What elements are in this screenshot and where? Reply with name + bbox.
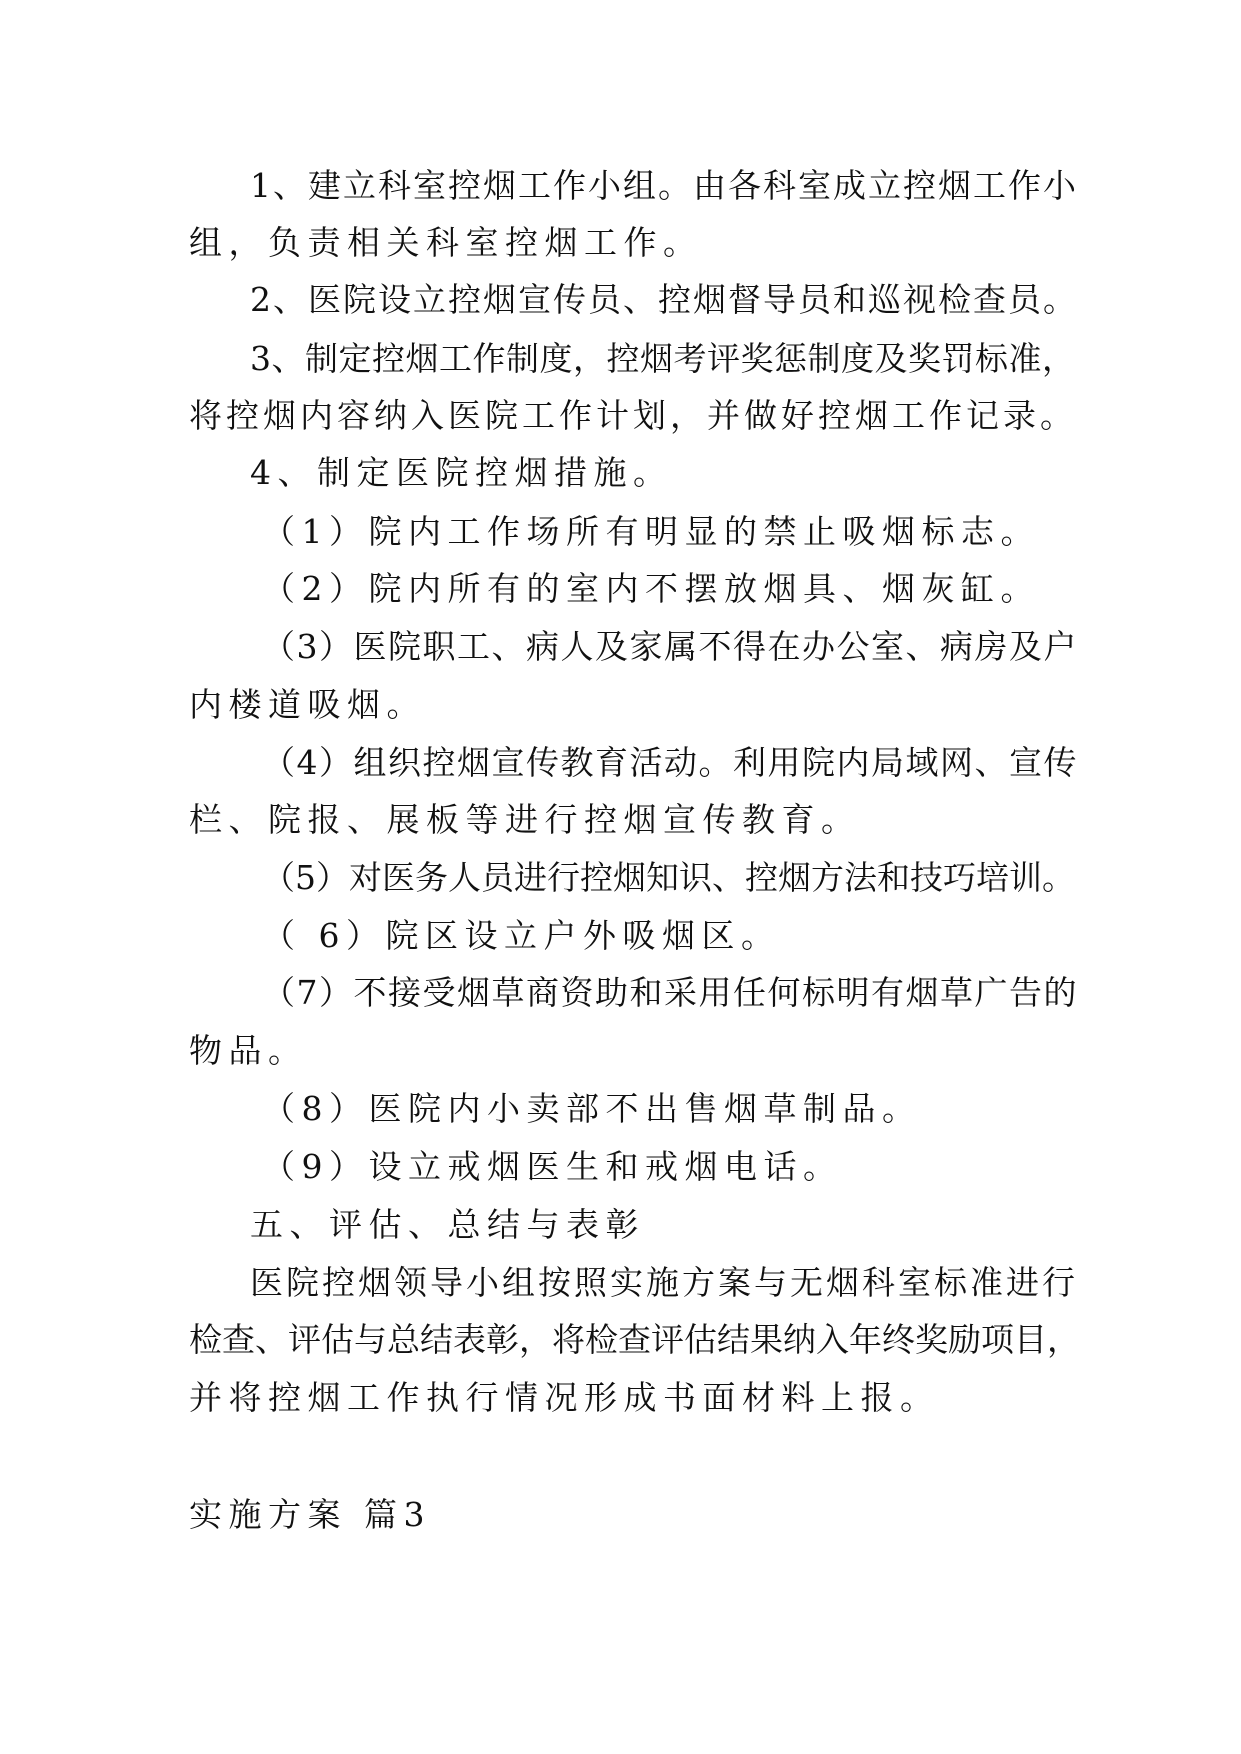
list-item-continuation: 物品。 (189, 1031, 308, 1070)
list-item: （8）医院内小卖部不出售烟草制品。 (262, 1089, 922, 1128)
list-item: （4）组织控烟宣传教育活动。利用院内局域网、宣传 (262, 743, 1078, 782)
list-item: （2）院内所有的室内不摆放烟具、烟灰缸。 (262, 569, 1040, 608)
list-item-continuation: 栏、院报、展板等进行控烟宣传教育。 (189, 800, 861, 839)
list-item: （7）不接受烟草商资助和采用任何标明有烟草广告的 (262, 973, 1078, 1012)
paragraph-line: 3、制定控烟工作制度，控烟考评奖惩制度及奖罚标准， (250, 339, 1076, 378)
list-item: （3）医院职工、病人及家属不得在办公室、病房及户 (262, 627, 1078, 666)
paragraph-line: 将控烟内容纳入医院工作计划，并做好控烟工作记录。 (189, 396, 1077, 435)
paragraph-line: 医院控烟领导小组按照实施方案与无烟科室标准进行 (250, 1263, 1078, 1302)
paragraph-line: 1、建立科室控烟工作小组。由各科室成立控烟工作小 (250, 166, 1078, 205)
list-item: （9）设立戒烟医生和戒烟电话。 (262, 1147, 843, 1186)
section-title: 实施方案 篇3 (189, 1495, 431, 1534)
paragraph-line: 组，负责相关科室控烟工作。 (189, 223, 703, 262)
section-heading: 五、评估、总结与表彰 (250, 1205, 645, 1244)
paragraph-line: 4、制定医院控烟措施。 (250, 453, 673, 492)
paragraph-line: 2、医院设立控烟宣传员、控烟督导员和巡视检查员。 (250, 280, 1078, 319)
paragraph-line: 检查、评估与总结表彰，将检查评估结果纳入年终奖励项目， (189, 1320, 1080, 1359)
list-item: （5）对医务人员进行控烟知识、控烟方法和技巧培训。 (262, 858, 1075, 897)
list-item-continuation: 内楼道吸烟。 (189, 685, 426, 724)
paragraph-line: 并将控烟工作执行情况形成书面材料上报。 (189, 1378, 940, 1417)
list-item: （1）院内工作场所有明显的禁止吸烟标志。 (262, 512, 1040, 551)
list-item: （ 6）院区设立户外吸烟区。 (262, 916, 781, 955)
